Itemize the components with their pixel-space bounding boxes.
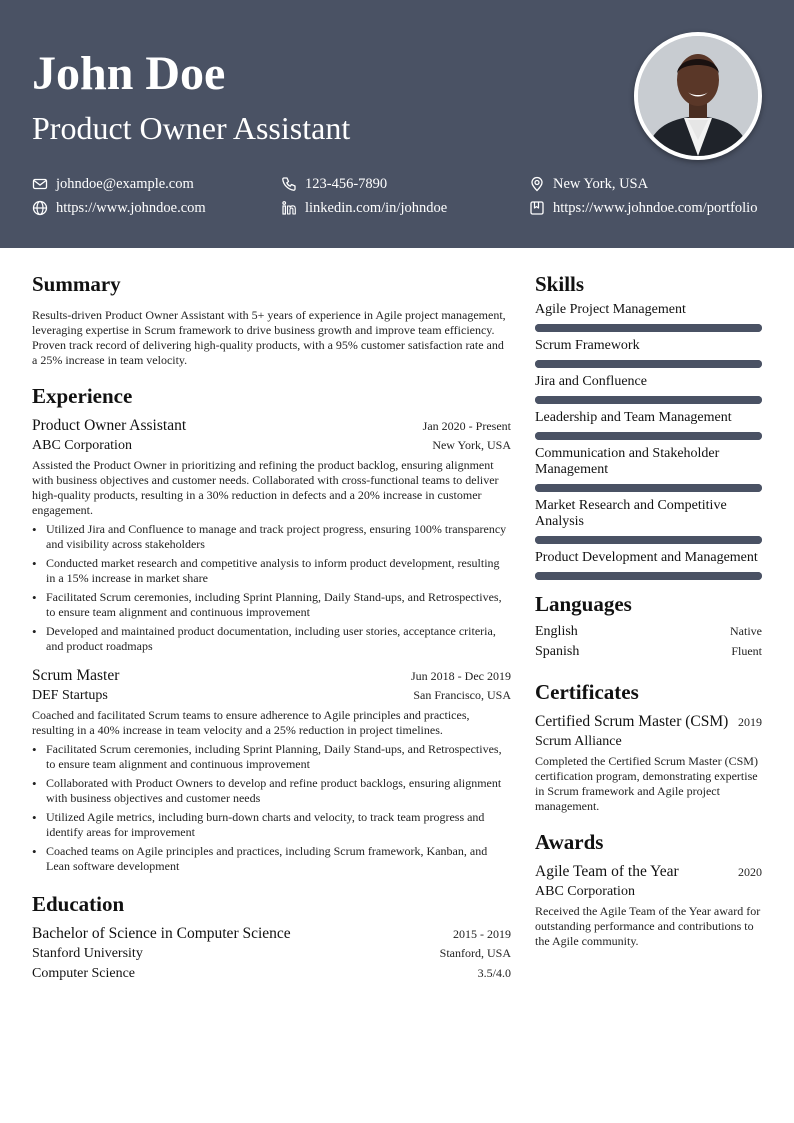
award-description: Received the Agile Team of the Year award for outstanding performance and contributions to the Agile community.	[535, 904, 761, 948]
skill-level-fill	[535, 484, 762, 492]
contact-linkedin[interactable]	[281, 198, 447, 218]
job-location: New York, USA	[432, 438, 511, 452]
skill-level-fill	[535, 432, 762, 440]
summary-heading: Summary	[32, 272, 121, 296]
list-item: • Facilitated Scrum ceremonies, including Sprint Planning, Daily Stand-ups, and Retrospectives, to ensure team alignment and continuous improvement	[32, 742, 511, 772]
mail-icon	[32, 176, 48, 192]
list-item: • Facilitated Scrum ceremonies, including Sprint Planning, Daily Stand-ups, and Retrospectives, to ensure team alignment and continuous improvement	[32, 590, 511, 620]
education-school: Stanford University	[32, 946, 143, 961]
job-company: ABC Corporation	[32, 438, 132, 453]
language-item	[535, 622, 762, 642]
list-item: • Coached teams on Agile principles and practices, including Scrum framework, Kanban, and Lean software development	[32, 844, 511, 874]
list-item: • Utilized Jira and Confluence to manage and track project progress, ensuring 100% transparency and visibility across stakeholders	[32, 522, 511, 552]
contact-email-text: johndoe@example.com	[56, 175, 194, 192]
skill-name: Market Research and Competitive Analysis	[535, 498, 727, 529]
language-item	[535, 642, 762, 662]
job-achievements	[32, 522, 511, 654]
education-heading: Education	[32, 892, 125, 916]
language-name: Spanish	[535, 644, 580, 659]
certificate-description: Completed the Certified Scrum Master (CSM) certification program, demonstrating expertise in Scrum framework and Agile project management.	[535, 754, 758, 813]
phone-icon	[281, 176, 297, 192]
contact-portfolio-text: https://www.johndoe.com/portfolio	[553, 199, 758, 216]
skills-section	[535, 270, 762, 580]
language-name: English	[535, 624, 578, 639]
certificates-section	[535, 678, 762, 814]
sidebar-column	[535, 270, 762, 949]
summary-text: Results-driven Product Owner Assistant with 5+ years of experience in Agile project management, leveraging expertise in Scrum framework to drive business growth and improve team efficiency. Proven track record of delivering high-quality products, with a 95% customer satisfaction rate and a 25% increase in team velocity.	[32, 308, 506, 367]
contact-email[interactable]	[32, 174, 194, 194]
skill-name: Scrum Framework	[535, 338, 640, 353]
profile-photo	[634, 32, 762, 160]
location-pin-icon	[529, 176, 545, 192]
list-item: • Developed and maintained product documentation, including user stories, acceptance criteria, and product roadmaps	[32, 624, 511, 654]
skill-item	[535, 446, 762, 492]
job-achievements	[32, 742, 511, 874]
resume-header	[0, 0, 794, 248]
candidate-title: Product Owner Assistant	[32, 110, 351, 146]
skill-item	[535, 550, 762, 580]
awards-section	[535, 828, 762, 949]
skill-level-fill	[535, 360, 762, 368]
job-dates: Jan 2020 - Present	[422, 419, 511, 433]
skill-level-bar	[535, 536, 762, 544]
skill-item	[535, 338, 762, 368]
contact-portfolio[interactable]	[529, 198, 757, 218]
certificate-issuer: Scrum Alliance	[535, 734, 622, 749]
education-degree: Bachelor of Science in Computer Science	[32, 925, 291, 942]
job-description: Assisted the Product Owner in prioritizing and refining the product backlog, ensuring alignment with business objectives and customer needs. Collaborated with cross-functional teams to deliver high-quality products, resulting in a 30% reduction in defects and a 20% increase in customer engagement.	[32, 458, 499, 517]
language-level: Fluent	[731, 644, 762, 658]
job-role: Scrum Master	[32, 667, 120, 684]
education-dates: 2015 - 2019	[453, 927, 511, 941]
contact-website[interactable]	[32, 198, 206, 218]
job-company: DEF Startups	[32, 688, 108, 703]
certificates-heading: Certificates	[535, 680, 639, 704]
award-year: 2020	[738, 865, 762, 879]
skill-level-bar	[535, 360, 762, 368]
experience-section	[32, 382, 511, 874]
award-name: Agile Team of the Year	[535, 863, 679, 880]
skill-name: Leadership and Team Management	[535, 410, 732, 425]
skill-level-bar	[535, 572, 762, 580]
skill-level-bar	[535, 484, 762, 492]
languages-section	[535, 590, 762, 662]
certificate-name: Certified Scrum Master (CSM)	[535, 713, 729, 730]
languages-heading: Languages	[535, 592, 632, 616]
award-issuer: ABC Corporation	[535, 884, 635, 899]
skill-name: Communication and Stakeholder Management	[535, 446, 720, 477]
list-item: • Conducted market research and competitive analysis to inform product development, resulting in a 15% increase in market share	[32, 556, 511, 586]
contact-website-text: https://www.johndoe.com	[56, 199, 206, 216]
skill-level-fill	[535, 396, 762, 404]
language-level: Native	[730, 624, 762, 638]
skills-list	[535, 302, 762, 580]
skill-level-fill	[535, 572, 762, 580]
skill-item	[535, 374, 762, 404]
skill-level-bar	[535, 432, 762, 440]
globe-icon	[32, 200, 48, 216]
main-column	[32, 270, 511, 984]
skill-item	[535, 410, 762, 440]
skill-name: Agile Project Management	[535, 302, 686, 317]
education-field: Computer Science	[32, 966, 136, 981]
skill-level-bar	[535, 396, 762, 404]
list-item: • Utilized Agile metrics, including burn-down charts and velocity, to track team progress and identify areas for improvement	[32, 810, 511, 840]
contact-location	[529, 174, 648, 194]
linkedin-icon	[281, 200, 297, 216]
job-role: Product Owner Assistant	[32, 417, 187, 434]
skill-name: Jira and Confluence	[535, 374, 647, 389]
list-item: • Collaborated with Product Owners to develop and refine product backlogs, ensuring alignment with business objectives and customer needs	[32, 776, 511, 806]
experience-heading: Experience	[32, 384, 133, 408]
skill-level-fill	[535, 324, 762, 332]
skill-name: Product Development and Management	[535, 550, 758, 565]
contact-phone[interactable]	[281, 174, 387, 194]
skills-heading: Skills	[535, 272, 585, 296]
education-gpa: 3.5/4.0	[477, 966, 511, 980]
candidate-name: John Doe	[32, 47, 226, 100]
contact-phone-text: 123-456-7890	[305, 175, 388, 192]
experience-item	[32, 666, 511, 874]
contact-location-text: New York, USA	[553, 175, 649, 192]
job-dates: Jun 2018 - Dec 2019	[411, 669, 511, 683]
contact-linkedin-text: linkedin.com/in/johndoe	[305, 199, 448, 216]
profile-photo-image	[638, 36, 758, 156]
job-location: San Francisco, USA	[413, 688, 511, 702]
job-description: Coached and facilitated Scrum teams to ensure adherence to Agile principles and practices, resulting in a 40% increase in team velocity and a 25% reduction in project timelines.	[32, 708, 470, 737]
skill-item	[535, 302, 762, 332]
experience-item	[32, 416, 511, 654]
education-location: Stanford, USA	[439, 946, 511, 960]
certificate-year: 2019	[738, 715, 762, 729]
summary-section	[32, 270, 511, 368]
skill-level-bar	[535, 324, 762, 332]
skill-level-fill	[535, 536, 762, 544]
skill-item	[535, 498, 762, 544]
awards-heading: Awards	[535, 830, 604, 854]
portfolio-icon	[529, 200, 545, 216]
education-section	[32, 890, 511, 984]
